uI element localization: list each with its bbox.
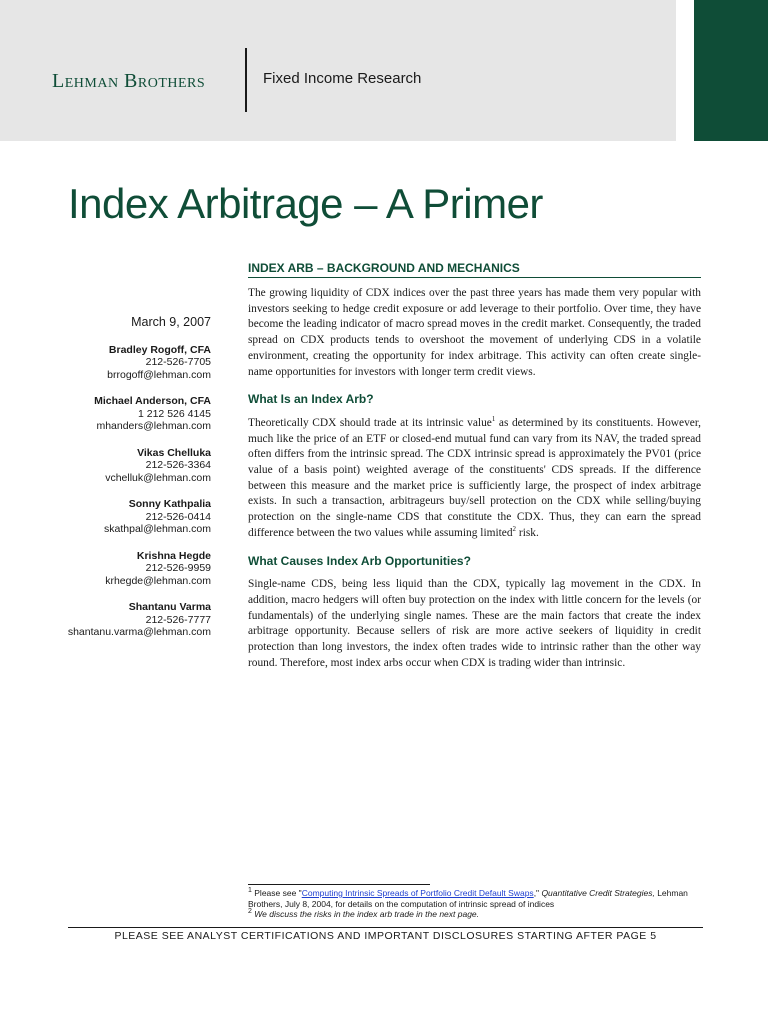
author-phone: 212-526-0414 [145, 510, 211, 523]
causes-paragraph: Single-name CDS, being less liquid than the CDX, typically lag movement in the CDX. In addition, macro hedgers will often buy protection on the index with little concern for the levels (or fundamentals) of the underlying single names. These are the main factors that create the index arbitrage opportunity. Because sellers of risk are more active seekers of liquidity in credit protection than long investors, the index often trades wide to intrinsic rather than the other way round. Therefore, most index arbs occur when CDX is trading wider than intrinsic. [248, 578, 701, 669]
footnote-ref-2[interactable]: 2 [512, 525, 517, 534]
footnote-text: Please see " [251, 888, 302, 898]
what-is-index-arb-paragraph [248, 416, 701, 542]
publication-date: March 9, 2007 [131, 315, 211, 329]
header-divider [245, 48, 247, 112]
author-name: Vikas Chelluka [137, 446, 211, 459]
footnote-1 [248, 888, 703, 909]
author-email[interactable]: brrogoff@lehman.com [107, 368, 211, 381]
author-phone: 212-526-7777 [145, 613, 211, 626]
author-block [40, 447, 211, 485]
footnote-number: 1 [248, 887, 252, 895]
author-name: Krishna Hegde [136, 549, 211, 562]
brand-color-block [694, 0, 768, 141]
author-block [40, 601, 211, 639]
author-name: Shantanu Varma [128, 601, 211, 613]
document-title: Index Arbitrage – A Primer [68, 180, 543, 227]
footnote-text: ," [533, 888, 542, 898]
heading-what-causes-opportunities: What Causes Index Arb Opportunities? [248, 553, 471, 568]
footnote-rule [248, 884, 430, 885]
footnote-text: Lehman Brothers, July 8, 2004, for details on the computation of intrinsic spread of indices [248, 888, 688, 909]
footnote-text: We discuss the risks in the index arb trade in the next page. [251, 909, 480, 919]
paragraph-text: risk. [516, 526, 539, 539]
section-title: INDEX ARB – BACKGROUND AND MECHANICS [248, 261, 701, 278]
author-email[interactable]: skathpal@lehman.com [104, 523, 211, 535]
author-block [40, 498, 211, 536]
disclosure-footer: PLEASE SEE ANALYST CERTIFICATIONS AND IMPORTANT DISCLOSURES STARTING AFTER PAGE 5 [114, 930, 657, 942]
heading-what-is-index-arb: What Is an Index Arb? [248, 392, 374, 407]
author-name: Sonny Kathpalia [128, 498, 211, 510]
footnote-number: 2 [248, 908, 252, 916]
author-sidebar [40, 316, 211, 653]
footnotes [248, 888, 703, 920]
author-email[interactable]: mhanders@lehman.com [96, 420, 211, 432]
footnote-publication: Quantitative Credit Strategies, [541, 888, 655, 898]
author-phone: 212-526-7705 [145, 356, 211, 368]
footnote-ref-1[interactable]: 1 [491, 415, 496, 424]
author-email[interactable]: vchelluk@lehman.com [105, 471, 211, 484]
footnote-link[interactable]: Computing Intrinsic Spreads of Portfolio Credit Default Swaps [301, 888, 534, 898]
lehman-brothers-logo: Lehman Brothers [52, 70, 206, 92]
author-phone: 212-526-3364 [145, 459, 211, 471]
author-block [40, 395, 211, 433]
author-phone: 1 212 526 4145 [138, 407, 211, 420]
author-name: Michael Anderson, CFA [94, 395, 211, 407]
research-unit-name: Fixed Income Research [263, 70, 422, 87]
author-email[interactable]: krhegde@lehman.com [105, 574, 211, 587]
author-email[interactable]: shantanu.varma@lehman.com [67, 626, 211, 638]
paragraph-text: as determined by its constituents. However, much like the price of an ETF or closed-end mutual fund can vary from its NAV, the traded spread often differs from the intrinsic spread. The CDX intrinsic spread is approximately the PV01 (price value of a basis point) weighted average of the constituents' CDS spreads. If the difference between this measure and the market price is sufficiently large, the prospect of index arbitrage exists. In such a transaction, arbitrageurs buy/sell protection on the CDX while selling/buying protection on the single-name CDS that constitute the CDX. Thus, they can earn the spread difference between the two values while assuming limited [248, 416, 702, 539]
intro-paragraph: The growing liquidity of CDX indices over the past three years has made them very popular with investors seeking to hedge credit exposure or add leverage to their portfolio. Over time, they have become the leading indicator of macro spread moves in the credit market. Consequently, the traded spread on CDX products tends to overshoot the movement of underlying CDS in a volatile environment, creating the opportunity for index arbitrage. This activity can often create single-name opportunities for investors with longer term credit views. [248, 287, 701, 378]
footnote-2 [248, 909, 703, 920]
author-block [40, 344, 211, 382]
author-name: Bradley Rogoff, CFA [108, 343, 211, 356]
author-phone: 212-526-9959 [145, 562, 211, 574]
main-body [248, 286, 701, 671]
footer-rule [68, 927, 703, 928]
paragraph-text: Theoretically CDX should trade at its intrinsic value [248, 416, 492, 429]
author-block [40, 550, 211, 588]
